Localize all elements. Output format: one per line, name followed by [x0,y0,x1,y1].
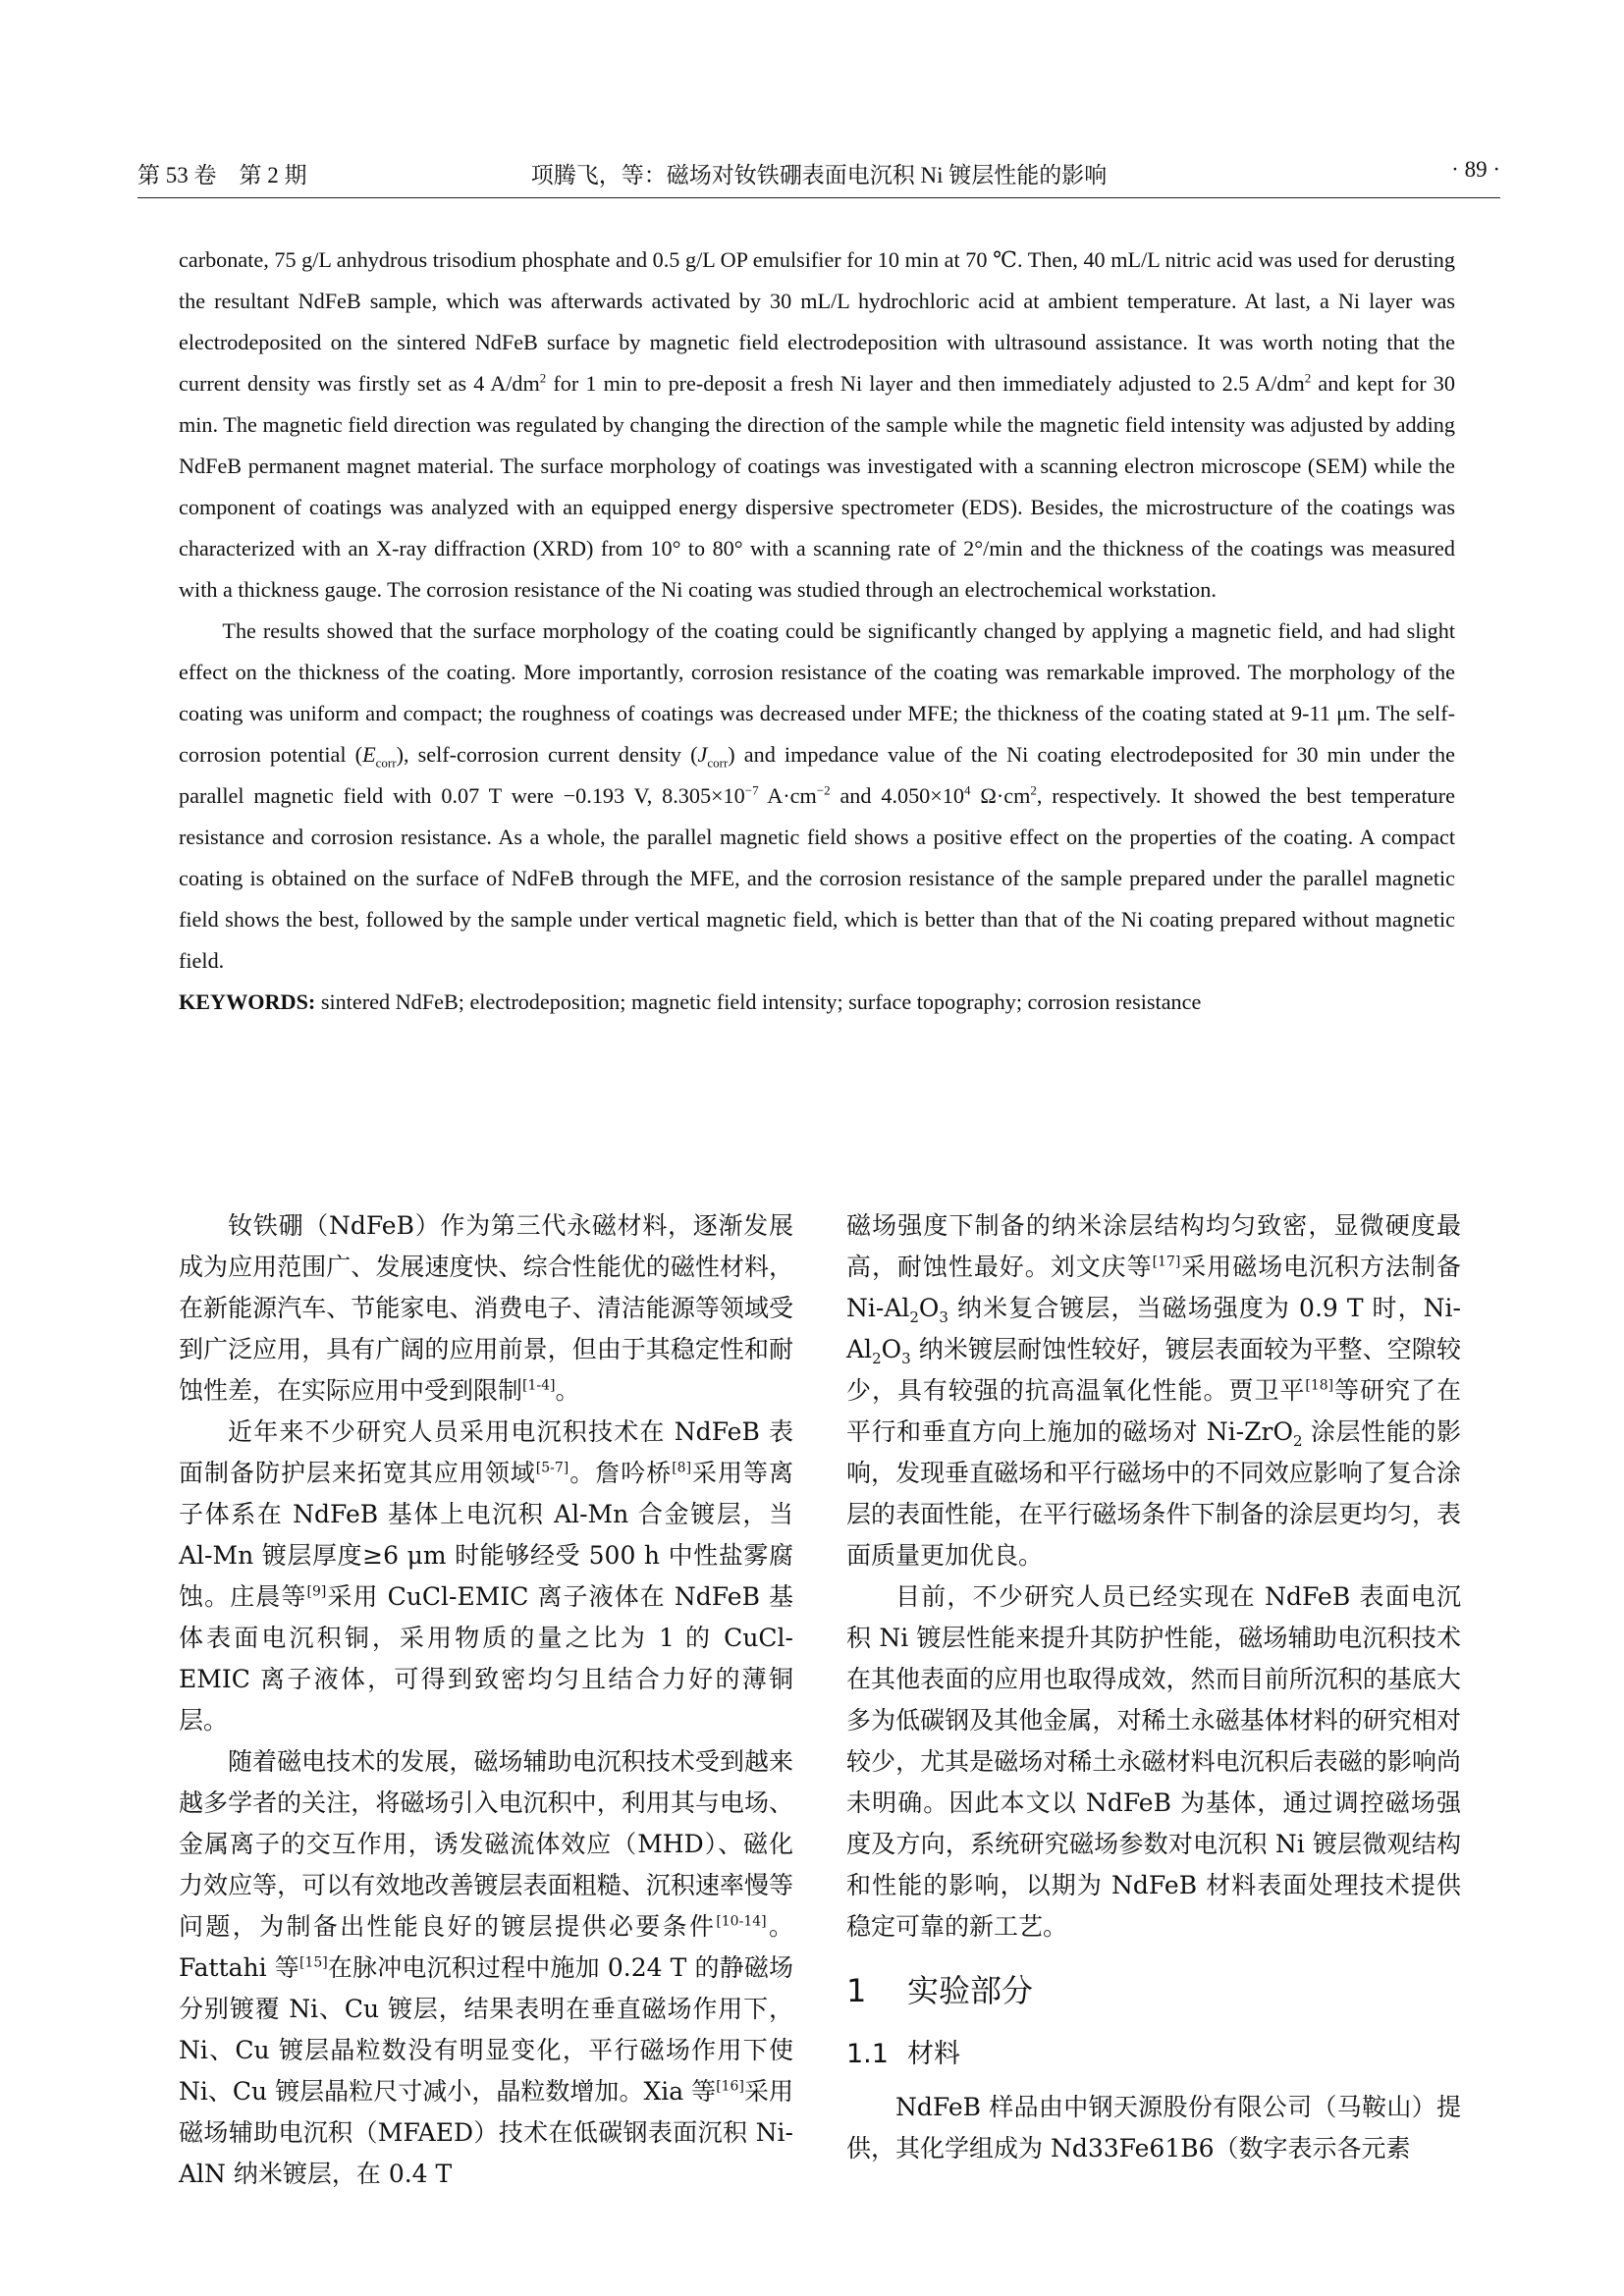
body-column-right [846,1205,1461,2169]
citation: [16] [716,2078,744,2095]
subsection-heading-materials: 1.1 材料 [846,2039,960,2069]
intro-paragraph-1: 钕铁硼（NdFeB）作为第三代永磁材料，逐渐发展成为应用范围广、发展速度快、综合性能优的磁性材料，在新能源汽车、节能家电、消费电子、清洁能源等领域受到广泛应用，具有广阔的应用前景，但由于其稳定性和耐蚀性差，在实际应用中受到限制[1-4]。 [179,1211,793,1405]
keywords-text: sintered NdFeB; electrodeposition; magnetic field intensity; surface topography; corrosion resistance [315,989,1202,1014]
header-volume-issue: 第 53 卷 第 2 期 [137,163,307,187]
intro-paragraph-2: 近年来不少研究人员采用电沉积技术在 NdFeB 表面制备防护层来拓宽其应用领域[5-7]。詹吟桥[8]采用等离子体系在 NdFeB 基体上电沉积 Al-Mn 合金镀层，当 Al-Mn 镀层厚度≥6 μm 时能够经受 500 h 中性盐雾腐蚀。庄晨等[9]采用 CuCl-EMIC 离子液体在 NdFeB 基体表面电沉积铜，采用物质的量之比为 1 的 CuCl-EMIC 离子液体，可得到致密均匀且结合力好的薄铜层。 [179,1417,793,1735]
citation: [10-14] [716,1913,767,1930]
body-column-left [179,1205,793,2195]
citation: [5-7] [535,1460,569,1476]
citation: [18] [1305,1377,1334,1394]
english-abstract [179,240,1455,1023]
citation: [15] [298,1954,328,1971]
header-divider [137,197,1500,198]
citation: [17] [1152,1254,1181,1270]
abstract-paragraph-1: carbonate, 75 g/L anhydrous trisodium phosphate and 0.5 g/L OP emulsifier for 10 min at 70 ℃. Then, 40 mL/L nitric acid was used for derusting the resultant NdFeB sample, which was afterwards activated by 30 mL/L hydrochloric acid at ambient temperature. At last, a Ni layer was electrodeposited on the sintered NdFeB surface by magnetic field electrodeposition with ultrasound assistance. It was worth noting that the current density was firstly set as 4 $A/dm^2$ for 1 min to pre-deposit a fresh Ni layer and then immediately adjusted to 2.5 $A/dm^2$ and kept for 30 min. The magnetic field direction was regulated by changing the direction of the sample while the magnetic field intensity was adjusted by adding NdFeB permanent magnet material. The surface morphology of coatings was investigated with a scanning electron microscope (SEM) while the component of coatings was analyzed with an equipped energy dispersive spectrometer (EDS). Besides, the microstructure of the coatings was characterized with an X-ray diffraction (XRD) from 10° to 80° with a scanning rate of 2°/min and the thickness of the coatings was measured with a thickness gauge. The corrosion resistance of the Ni coating was studied through an electrochemical workstation. [179,247,1455,602]
citation: [9] [306,1583,327,1600]
intro-paragraph-3: 随着磁电技术的发展，磁场辅助电沉积技术受到越来越多学者的关注，将磁场引入电沉积中，利用其与电场、金属离子的交互作用，诱发磁流体效应（MHD）、磁化力效应等，可以有效地改善镀层表面粗糙、沉积速率慢等问题，为制备出性能良好的镀层提供必要条件[10-14]。Fattahi 等[15]在脉冲电沉积过程中施加 0.24 T 的静磁场分别镀覆 Ni、Cu 镀层，结果表明在垂直磁场作用下，Ni、Cu 镀层晶粒数没有明显变化，平行磁场作用下使 Ni、Cu 镀层晶粒尺寸减小，晶粒数增加。Xia 等[16]采用磁场辅助电沉积（MFAED）技术在低碳钢表面沉积 Ni-AlN 纳米镀层，在 0.4 T [179,1747,793,2188]
keywords-label: KEYWORDS: [179,989,316,1014]
header-title: 项腾飞，等：磁场对钕铁硼表面电沉积 Ni 镀层性能的影响 [530,163,1108,187]
header-page-number: · 89 · [1451,157,1500,182]
citation: [1-4] [522,1377,556,1394]
section-heading-experimental: 1 实验部分 [846,1972,1034,2009]
materials-paragraph: NdFeB 样品由中钢天源股份有限公司（马鞍山）提供，其化学组成为 Nd33Fe61B6（数字表示各元素 [846,2093,1461,2163]
keywords [179,982,1455,1023]
abstract-paragraph-2: The results showed that the surface morphology of the coating could be significantly changed by applying a magnetic field, and had slight effect on the thickness of the coating. More importantly, corrosion resistance of the coating was remarkable improved. The morphology of the coating was uniform and compact; the roughness of coatings was decreased under MFE; the thickness of the coating stated at 9-11 μm. The self-corrosion potential $(E_{corr})$, self-corrosion current density $(J_{corr})$ and impedance value of the Ni coating electrodeposited for 30 min under the parallel magnetic field with 0.07 T were −0.193 V, $8.305\times 10^{-7}$ $A\cdot cm^{-2}$ and $4.050\times 10^4$ $\Omega\cdot cm^2$, respectively. It showed the best temperature resistance and corrosion resistance. As a whole, the parallel magnetic field shows a positive effect on the properties of the coating. A compact coating is obtained on the surface of NdFeB through the MFE, and the corrosion resistance of the sample prepared under the parallel magnetic field shows the best, followed by the sample under vertical magnetic field, which is better than that of the Ni coating prepared without magnetic field. [179,618,1455,973]
intro-paragraph-4: 磁场强度下制备的纳米涂层结构均匀致密，显微硬度最高，耐蚀性最好。刘文庆等[17]采用磁场电沉积方法制备 $Ni-Al_2O_3$ 纳米复合镀层，当磁场强度为 0.9 T 时，$Ni-Al_2O_3$ 纳米镀层耐蚀性较好，镀层表面较为平整、空隙较少，具有较强的抗高温氧化性能。贾卫平[18]等研究了在平行和垂直方向上施加的磁场对 Ni-ZrO$_2$ 涂层性能的影响，发现垂直磁场和平行磁场中的不同效应影响了复合涂层的表面性能，在平行磁场条件下制备的涂层更均匀，表面质量更加优良。 [846,1211,1461,1570]
citation: [8] [672,1460,692,1476]
running-header [137,157,1500,196]
intro-paragraph-5: 目前，不少研究人员已经实现在 NdFeB 表面电沉积 Ni 镀层性能来提升其防护性能，磁场辅助电沉积技术在其他表面的应用也取得成效，然而目前所沉积的基底大多为低碳钢及其他金属，对稀土永磁基体材料的研究相对较少，尤其是磁场对稀土永磁材料电沉积后表磁的影响尚未明确。因此本文以 NdFeB 为基体，通过调控磁场强度及方向，系统研究磁场参数对电沉积 Ni 镀层微观结构和性能的影响，以期为 NdFeB 材料表面处理技术提供稳定可靠的新工艺。 [846,1582,1461,1941]
